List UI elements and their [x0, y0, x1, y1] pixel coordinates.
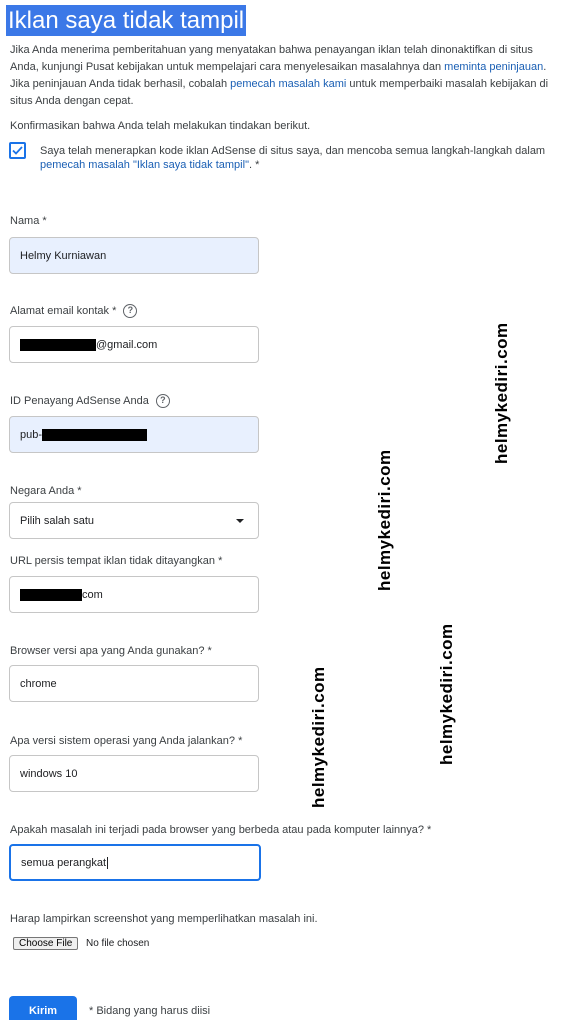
email-label: Alamat email kontak * ? [10, 304, 137, 318]
dropdown-arrow-icon [236, 519, 244, 523]
redacted-block [20, 589, 82, 601]
email-input[interactable]: @gmail.com [9, 326, 259, 363]
confirm-checkbox[interactable] [9, 142, 26, 159]
redacted-block [42, 429, 147, 441]
other-device-input[interactable]: semua perangkat [9, 844, 261, 881]
url-input[interactable]: com [9, 576, 259, 613]
os-input[interactable]: windows 10 [9, 755, 259, 792]
name-input[interactable]: Helmy Kurniawan [9, 237, 259, 274]
watermark-text: helmykediri.com [309, 666, 328, 808]
publisher-id-input[interactable]: pub- [9, 416, 259, 453]
screenshot-label: Harap lampirkan screenshot yang memperlihatkan masalah ini. [10, 913, 318, 925]
help-circle-icon[interactable]: ? [123, 304, 137, 318]
troubleshooter-link[interactable]: pemecah masalah kami [230, 78, 347, 90]
other-device-label: Apakah masalah ini terjadi pada browser yang berbeda atau pada komputer lainnya? * [10, 824, 432, 836]
redacted-block [20, 339, 96, 351]
name-label: Nama * [10, 215, 47, 227]
intro-text: Jika Anda menerima pemberitahuan yang menyatakan bahwa penayangan iklan telah dinonaktifkan di situs Anda, kunjungi Pusat kebijakan untuk mempelajari cara menyelesaikan masalahnya dan meminta peninjauan. Jika peninjauan Anda tidak berhasil, cobalah pemecah masalah kami untuk memperbaiki masalah kebijakan di situs Anda dengan cepat. [10, 44, 549, 107]
request-review-link[interactable]: meminta peninjauan [444, 61, 544, 73]
browser-label: Browser versi apa yang Anda gunakan? * [10, 645, 212, 657]
text-cursor [107, 857, 108, 869]
submit-button[interactable]: Kirim [9, 996, 77, 1020]
confirm-label: Konfirmasikan bahwa Anda telah melakukan tindakan berikut. [10, 120, 311, 132]
confirm-text: Saya telah menerapkan kode iklan AdSense di situs saya, dan mencoba semua langkah-langkah dalam pemecah masalah "Iklan saya tidak tampil". * [40, 145, 546, 171]
choose-file-button[interactable]: Choose File [13, 937, 78, 950]
country-select[interactable]: Pilih salah satu [9, 502, 259, 539]
required-note: * Bidang yang harus diisi [89, 1005, 211, 1017]
file-status: No file chosen [86, 938, 150, 949]
os-label: Apa versi sistem operasi yang Anda jalankan? * [10, 735, 243, 747]
browser-input[interactable]: chrome [9, 665, 259, 702]
publisher-id-label: ID Penayang AdSense Anda ? [10, 394, 170, 408]
troubleshooter-ads-link[interactable]: pemecah masalah "Iklan saya tidak tampil" [40, 159, 249, 171]
watermark-text: helmykediri.com [492, 322, 511, 464]
help-circle-icon[interactable]: ? [156, 394, 170, 408]
page-title: Iklan saya tidak tampil [8, 7, 245, 34]
watermark-text: helmykediri.com [375, 449, 394, 591]
country-label: Negara Anda * [10, 485, 82, 497]
url-label: URL persis tempat iklan tidak ditayangkan * [10, 555, 223, 567]
watermark-text: helmykediri.com [437, 623, 456, 765]
check-icon [11, 144, 24, 157]
